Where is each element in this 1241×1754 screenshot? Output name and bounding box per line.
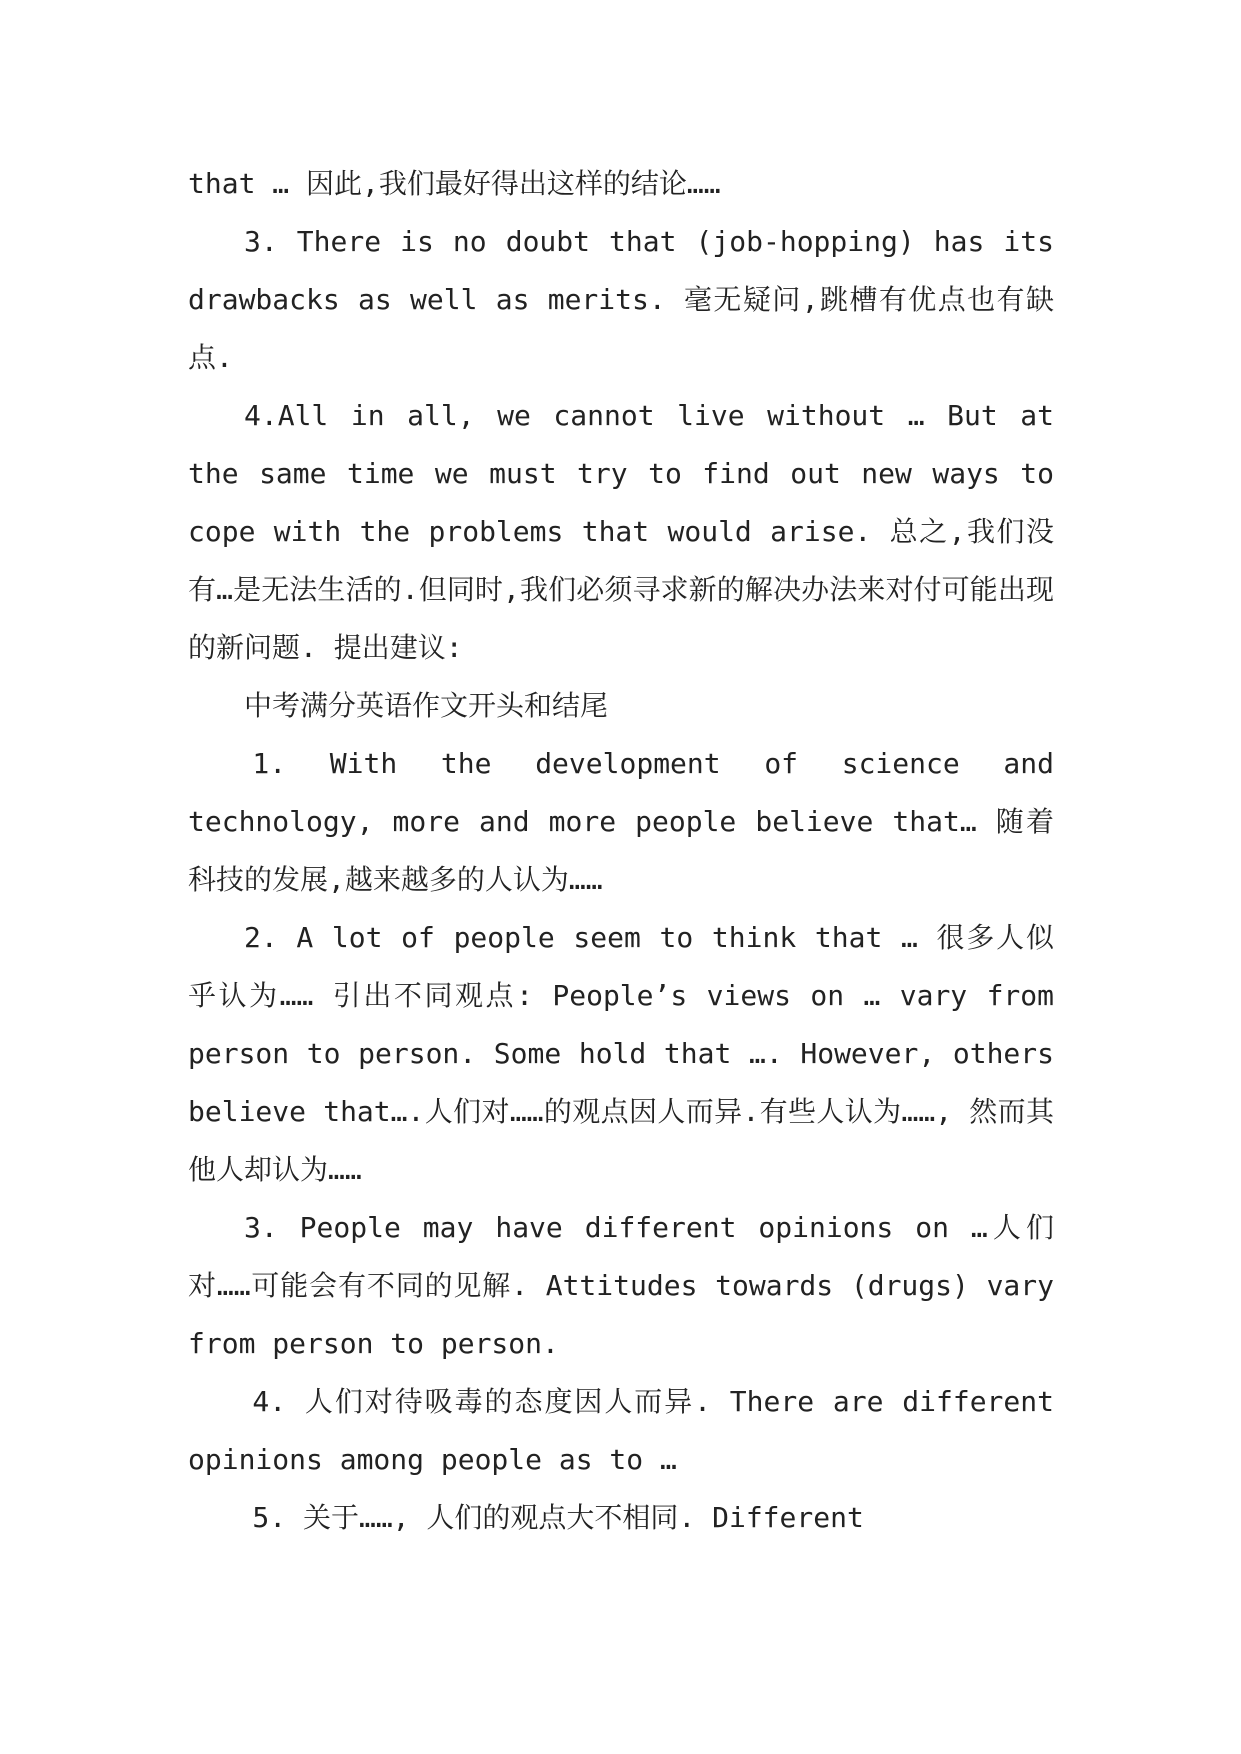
document-page: [188, 155, 1054, 1547]
paragraph-4-attitudes: 4. 人们对待吸毒的态度因人而异. There are different opinions among people as to …: [188, 1385, 1054, 1476]
paragraph-2-people-think: 2. A lot of people seem to think that … 很多人似乎认为…… 引出不同观点: People’s views on … vary from person to person. Some hold that …. However, others believe that….人们对……的观点因人而异.有些人认为……, 然而其他人却认为……: [188, 921, 1054, 1186]
paragraph-3-opinions: 3. People may have different opinions on …人们对……可能会有不同的见解. Attitudes towards (drugs) vary from person to person.: [188, 1211, 1054, 1360]
paragraph-3-job-hopping: 3. There is no doubt that (job-hopping) has its drawbacks as well as merits. 毫无疑问,跳槽有优点也有缺点.: [188, 225, 1054, 374]
paragraph-1-development: 1. With the development of science and technology, more and more people believe that… 随着科技的发展,越来越多的人认为……: [188, 747, 1054, 896]
paragraph-continuation: that … 因此,我们最好得出这样的结论……: [188, 167, 721, 200]
paragraph-5-different: 5. 关于……, 人们的观点大不相同. Different: [252, 1501, 864, 1534]
section-heading: 中考满分英语作文开头和结尾: [244, 689, 609, 722]
paragraph-4-all-in-all: 4.All in all, we cannot live without … But at the same time we must try to find out new ways to cope with the problems that would arise. 总之,我们没有…是无法生活的.但同时,我们必须寻求新的解决办法来对付可能出现的新问题. 提出建议:: [188, 399, 1054, 664]
